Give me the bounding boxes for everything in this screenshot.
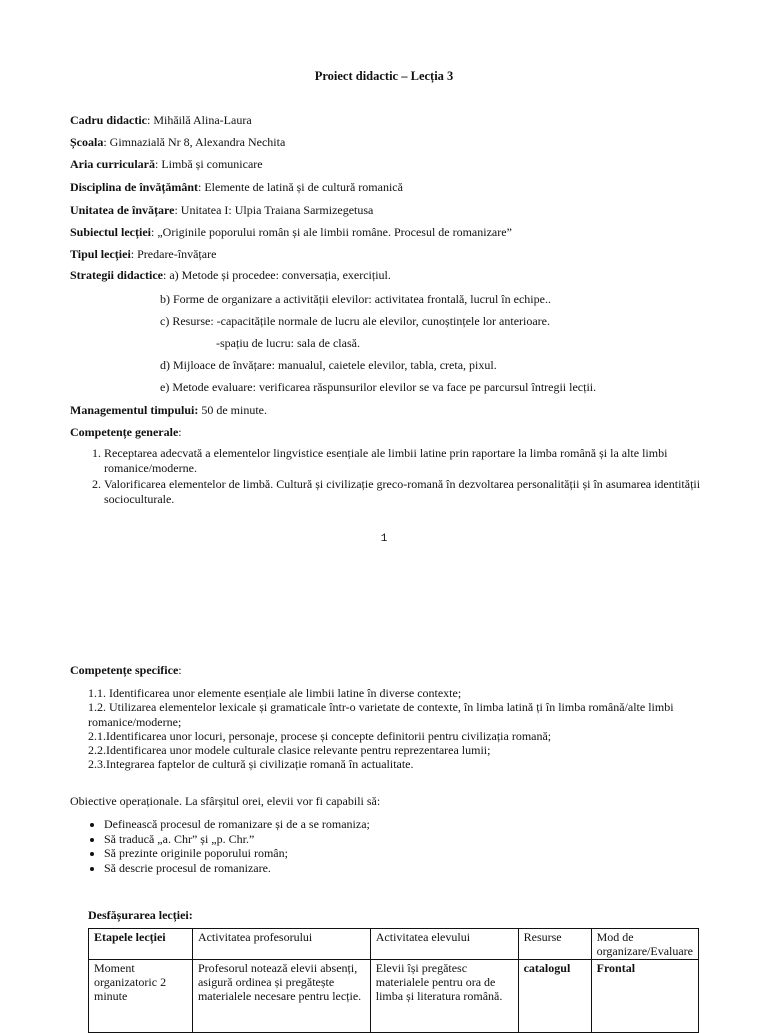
strategy-b: b) Forme de organizare a activității elevilor: activitatea frontală, lucrul în echipe.. — [160, 292, 551, 306]
list-item: 2. Valorificarea elementelor de limbă. Cultură și civilizație greco-romană în dezvoltarea personalității și în asumarea identității socioculturale. — [104, 477, 744, 506]
field-label: Tipul lecției — [70, 247, 131, 261]
field-label: Aria curriculară — [70, 157, 155, 171]
field-value: : Predare-învățare — [130, 247, 217, 261]
field-value: : Mihăilă Alina-Laura — [147, 113, 252, 127]
specific-competence-2-1: 2.1.Identificarea unor locuri, personaje, procese și concepte definitorii pentru civilizația romană; — [88, 729, 552, 743]
lesson-table — [88, 928, 699, 1033]
table-cell: Elevii își pregătesc materialele pentru ora de limba și literatura română. — [370, 960, 518, 1033]
time-label: Managementul timpului: — [70, 403, 199, 417]
header-cell: Etapele lecției — [89, 929, 193, 960]
field-curricular-area — [70, 157, 263, 172]
field-label: Subiectul lecției — [70, 225, 151, 239]
field-value: : Unitatea I: Ulpia Traiana Sarmizegetusa — [174, 203, 374, 217]
field-discipline — [70, 180, 403, 195]
list-item: • Să traducă „a. Chr” și „p. Chr.” — [104, 832, 370, 847]
field-learning-unit — [70, 203, 373, 218]
specific-competence-2-2: 2.2.Identificarea unor modele culturale clasice relevante pentru reprezentarea lumii; — [88, 743, 491, 757]
list-item: 1. Receptarea adecvată a elementelor lingvistice esențiale ale limbii latine prin raportare la limba română și la alte limbi romanice/moderne. — [104, 446, 744, 475]
field-label: Disciplina de învățământ — [70, 180, 199, 194]
list-item: • Să prezinte originile poporului român; — [104, 846, 370, 861]
list-item: • Să descrie procesul de romanizare. — [104, 861, 370, 876]
field-school — [70, 135, 285, 150]
specific-competence-2-3: 2.3.Integrarea faptelor de cultură și civilizație romană în actualitate. — [88, 757, 414, 771]
field-label: Unitatea de învățare — [70, 203, 175, 217]
table-row — [89, 960, 699, 1033]
document-title: Proiect didactic – Lecția 3 — [314, 69, 454, 83]
objectives-list — [70, 817, 370, 875]
strategy-c2: -spațiu de lucru: sala de clasă. — [216, 336, 360, 350]
field-value: : Elemente de latină și de cultură romanică — [198, 180, 403, 194]
strategy-e: e) Metode evaluare: verificarea răspunsurilor elevilor se va face pe parcursul întregii lecții. — [160, 380, 597, 394]
field-label: Școala — [70, 135, 104, 149]
field-value: : Limbă și comunicare — [154, 157, 263, 171]
table-cell: Profesorul notează elevii absenți, asigură ordinea și pregătește materialele necesare pentru lecție. — [192, 960, 370, 1033]
field-lesson-type — [70, 247, 216, 262]
field-lesson-subject — [70, 225, 512, 240]
table-cell: Frontal — [591, 960, 698, 1033]
field-value: : a) Metode și procedee: conversația, exercițiul. — [162, 268, 391, 282]
header-cell: Mod de organizare/Evaluare — [591, 929, 698, 960]
header-cell: Activitatea profesorului — [192, 929, 370, 960]
specific-competences-heading: Competențe specifice: — [70, 663, 182, 677]
field-label: Strategii didactice — [70, 268, 163, 282]
list-item: • Definească procesul de romanizare și de a se romaniza; — [104, 817, 370, 832]
field-teacher — [70, 113, 252, 128]
time-value: 50 de minute. — [198, 403, 267, 417]
page-number: 1 — [380, 533, 388, 545]
strategy-d: d) Mijloace de învățare: manualul, caietele elevilor, tabla, creta, pixul. — [160, 358, 497, 372]
specific-competence-1-1: 1.1. Identificarea unor elemente esențiale ale limbii latine în diverse contexte; — [88, 686, 462, 700]
header-cell: Resurse — [518, 929, 591, 960]
field-strategies — [70, 268, 391, 283]
general-competences-heading: Competențe generale: — [70, 425, 182, 439]
time-management — [70, 403, 267, 418]
lesson-flow-heading: Desfășurarea lecției: — [88, 908, 193, 922]
objectives-intro: Obiective operaționale. La sfârșitul orei, elevii vor fi capabili să: — [70, 794, 381, 808]
table-cell: catalogul — [518, 960, 591, 1033]
specific-competence-1-2: 1.2. Utilizarea elementelor lexicale și gramaticale într-o varietate de contexte, în limba latină ți în limba română/alte limbi romanice/moderne; — [88, 700, 674, 729]
field-value: : „Originile poporului român și ale limbii române. Procesul de romanizare” — [151, 225, 512, 239]
field-value: : Gimnazială Nr 8, Alexandra Nechita — [103, 135, 286, 149]
table-cell: Moment organizatoric 2 minute — [89, 960, 193, 1033]
field-label: Cadru didactic — [70, 113, 148, 127]
general-competences-list — [70, 446, 744, 508]
header-cell: Activitatea elevului — [370, 929, 518, 960]
table-header-row — [89, 929, 699, 960]
strategy-c: c) Resurse: -capacitățile normale de lucru ale elevilor, cunoștințele lor anterioare. — [160, 314, 551, 328]
